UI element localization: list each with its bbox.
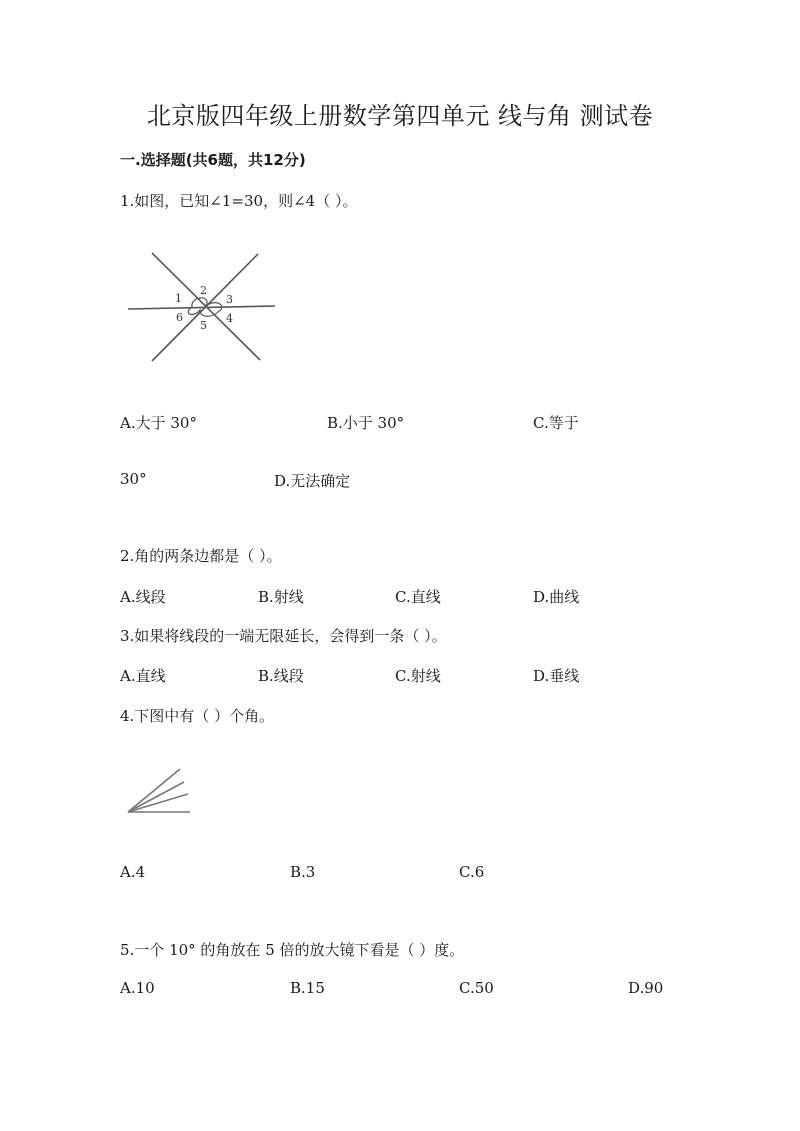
q1-option-c: C.等于 <box>533 414 579 432</box>
figure-label-1: 1 <box>175 292 182 305</box>
q1-option-a: A.大于 30° <box>120 414 197 432</box>
question-5-text: 5.一个 10° 的角放在 5 倍的放大镜下看是（ ）度。 <box>120 941 465 959</box>
q4-option-c: C.6 <box>459 863 485 881</box>
q2-option-d: D.曲线 <box>533 588 580 606</box>
q5-option-b: B.15 <box>290 979 325 997</box>
q3-option-a: A.直线 <box>120 667 166 685</box>
ray-top <box>128 769 180 812</box>
figure-line-horizontal <box>128 306 275 309</box>
q4-option-a: A.4 <box>120 863 146 881</box>
question-2-text: 2.角的两条边都是（ ）。 <box>120 547 282 565</box>
q1-option-c-continued: 30° <box>120 470 147 488</box>
q1-option-d: D.无法确定 <box>274 472 351 490</box>
question-3-text: 3.如果将线段的一端无限延长，会得到一条（ ）。 <box>120 627 447 645</box>
q3-option-d: D.垂线 <box>533 667 580 685</box>
figure-label-5: 5 <box>200 319 207 332</box>
figure-label-4: 4 <box>226 312 233 325</box>
q2-option-a: A.线段 <box>120 588 166 606</box>
q2-option-c: C.直线 <box>395 588 441 606</box>
q5-option-d: D.90 <box>628 979 664 997</box>
page-title: 北京版四年级上册数学第四单元 线与角 测试卷 <box>146 102 654 130</box>
question-1-figure <box>120 248 280 366</box>
question-1-text: 1.如图，已知∠1=30，则∠4（ ）。 <box>120 192 358 210</box>
figure-label-3: 3 <box>226 293 233 306</box>
q4-option-b: B.3 <box>290 863 316 881</box>
question-4-text: 4.下图中有（ ）个角。 <box>120 707 275 725</box>
q5-option-a: A.10 <box>120 979 155 997</box>
q5-option-c: C.50 <box>459 979 494 997</box>
q2-option-b: B.射线 <box>258 588 304 606</box>
q3-option-c: C.射线 <box>395 667 441 685</box>
question-4-figure <box>124 764 194 816</box>
figure-label-2: 2 <box>200 284 207 297</box>
q1-option-b: B.小于 30° <box>327 414 405 432</box>
section-heading: 一.选择题(共6题，共12分) <box>120 151 306 169</box>
figure-label-6: 6 <box>176 311 183 324</box>
q3-option-b: B.线段 <box>258 667 304 685</box>
